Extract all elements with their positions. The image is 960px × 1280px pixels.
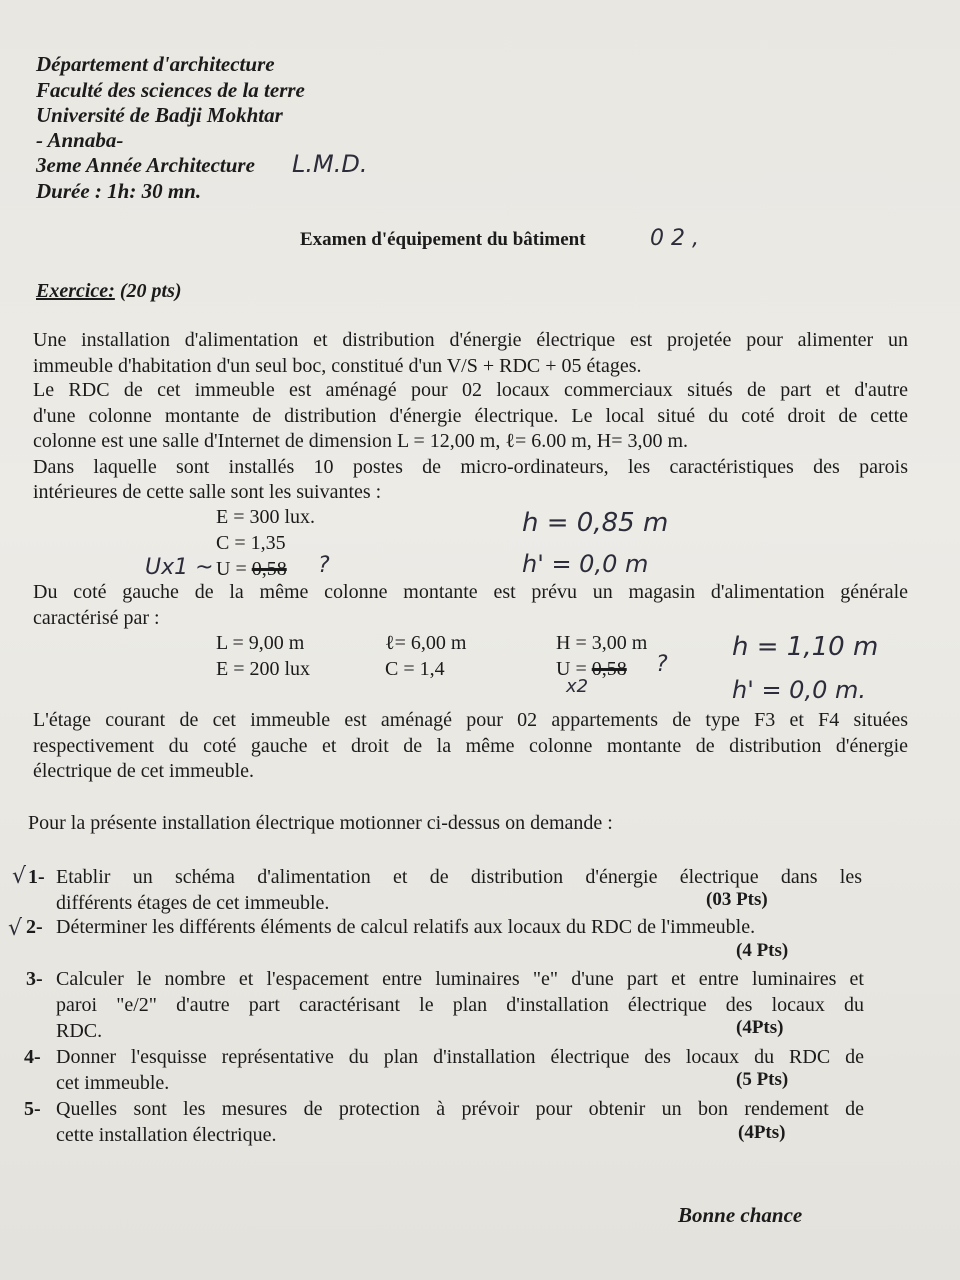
handwritten-exam-number: 0 2 , xyxy=(650,226,699,251)
paragraph-line: intérieures de cette salle sont les suivantes : xyxy=(33,481,382,503)
room2-hand-question: ? xyxy=(656,652,668,677)
room1-hand-height: h = 0,85 m xyxy=(522,508,669,538)
room2-length: L = 9,00 m xyxy=(216,632,305,654)
question-5-line-1: Quelles sont les mesures de protection à prévoir pour obtenir un bon rendement de xyxy=(56,1098,864,1120)
question-4-points: (5 Pts) xyxy=(736,1069,789,1090)
question-1-number: 1- xyxy=(28,866,45,888)
question-3-number: 3- xyxy=(26,968,43,990)
exam-title: Examen d'équipement du bâtiment xyxy=(300,229,586,250)
paragraph-4 xyxy=(33,708,908,785)
question-3-line-1: Calculer le nombre et l'espacement entre luminaires "e" d'une part et entre luminaires et xyxy=(56,968,864,990)
question-1-points: (03 Pts) xyxy=(706,889,768,910)
question-3-points: (4Pts) xyxy=(736,1017,784,1038)
room2-width: ℓ= 6,00 m xyxy=(385,632,467,654)
duration-line: Durée : 1h: 30 mn. xyxy=(36,179,202,203)
department-line: Département d'architecture xyxy=(36,52,275,76)
question-5-line-2: cette installation électrique. xyxy=(56,1124,277,1146)
questions-intro: Pour la présente installation électrique motionner ci-dessus on demande : xyxy=(28,812,613,834)
room2-hand-x2: x2 xyxy=(566,676,589,697)
question-2-points: (4 Pts) xyxy=(736,940,789,961)
room1-hand-ux1: Ux1 ~ xyxy=(145,555,214,580)
exercise-label: Exercice: xyxy=(36,280,115,302)
handwritten-lmd: L.M.D. xyxy=(292,150,368,178)
question-2-number: 2- xyxy=(26,916,43,938)
paragraph-line: respectivement du coté gauche et droit de la même colonne montante de distribution d'énergie xyxy=(33,734,908,757)
room1-u-label: U = xyxy=(216,558,247,580)
room1-illuminance: E = 300 lux. xyxy=(216,506,316,528)
exercise-points: (20 pts) xyxy=(119,280,182,302)
room1-utilance xyxy=(216,558,287,581)
room1-u-struck-value: 0,58 xyxy=(251,558,287,580)
paragraph-line: immeuble d'habitation d'un seul boc, constitué d'un V/S + RDC + 05 étages. xyxy=(33,354,642,377)
room1-coefficient: C = 1,35 xyxy=(216,532,286,554)
paragraph-line: d'une colonne montante de distribution d'énergie électrique. Le local situé du coté droit de cette xyxy=(33,404,908,427)
check-mark-icon: √ xyxy=(8,916,23,941)
room2-height: H = 3,00 m xyxy=(556,632,648,654)
room2-coefficient: C = 1,4 xyxy=(385,658,445,680)
room2-illuminance: E = 200 lux xyxy=(216,658,311,680)
question-1-line-1: Etablir un schéma d'alimentation et de distribution d'énergie électrique dans les xyxy=(56,866,862,888)
check-mark-icon: √ xyxy=(12,864,27,889)
question-3-line-2: paroi "e/2" d'autre part caractérisant le plan d'installation électrique des locaux du xyxy=(56,994,864,1016)
paragraph-line: Dans laquelle sont installés 10 postes de micro-ordinateurs, les caractéristiques des parois xyxy=(33,455,908,478)
paragraph-line: électrique de cet immeuble. xyxy=(33,760,255,782)
paragraph-line: colonne est une salle d'Internet de dimension L = 12,00 m, ℓ= 6.00 m, H= 3,00 m. xyxy=(33,430,689,452)
paragraph-line: Du coté gauche de la même colonne montante est prévu un magasin d'alimentation générale xyxy=(33,581,908,603)
room1-hand-question: ? xyxy=(318,553,330,578)
room2-u-label: U = xyxy=(556,658,587,680)
room1-hand-height-prime: h' = 0,0 m xyxy=(522,550,649,578)
question-4-line-1: Donner l'esquisse représentative du plan d'installation électrique des locaux du RDC de xyxy=(56,1046,864,1068)
room2-hand-height-prime: h' = 0,0 m. xyxy=(732,676,866,704)
exercise-heading xyxy=(36,280,182,303)
question-5-points: (4Pts) xyxy=(738,1122,786,1143)
year-line: 3eme Année Architecture xyxy=(36,153,255,177)
closing-wish: Bonne chance xyxy=(678,1203,803,1227)
question-2-line-1: Déterminer les différents éléments de calcul relatifs aux locaux du RDC de l'immeuble. xyxy=(56,916,756,938)
paragraph-1 xyxy=(33,328,908,379)
paragraph-line: Le RDC de cet immeuble est aménagé pour 02 locaux commerciaux situés de part et d'autre xyxy=(33,379,908,401)
paragraph-line: caractérisé par : xyxy=(33,606,160,629)
question-1-line-2: différents étages de cet immeuble. xyxy=(56,892,330,914)
room2-hand-height: h = 1,10 m xyxy=(732,632,879,662)
paragraph-line: Une installation d'alimentation et distribution d'énergie électrique est projetée pour alimenter un xyxy=(33,329,908,351)
question-3-line-3: RDC. xyxy=(56,1020,103,1042)
paragraph-3 xyxy=(33,580,908,631)
question-5-number: 5- xyxy=(24,1098,41,1120)
question-4-number: 4- xyxy=(24,1046,41,1068)
city-line: - Annaba- xyxy=(36,128,124,152)
paragraph-line: L'étage courant de cet immeuble est aménagé pour 02 appartements de type F3 et F4 situées xyxy=(33,709,908,731)
question-4-line-2: cet immeuble. xyxy=(56,1072,170,1094)
university-line: Université de Badji Mokhtar xyxy=(36,103,283,127)
paragraph-2 xyxy=(33,378,908,506)
room2-u-struck-value: 0,58 xyxy=(591,658,627,680)
faculty-line: Faculté des sciences de la terre xyxy=(36,78,305,102)
